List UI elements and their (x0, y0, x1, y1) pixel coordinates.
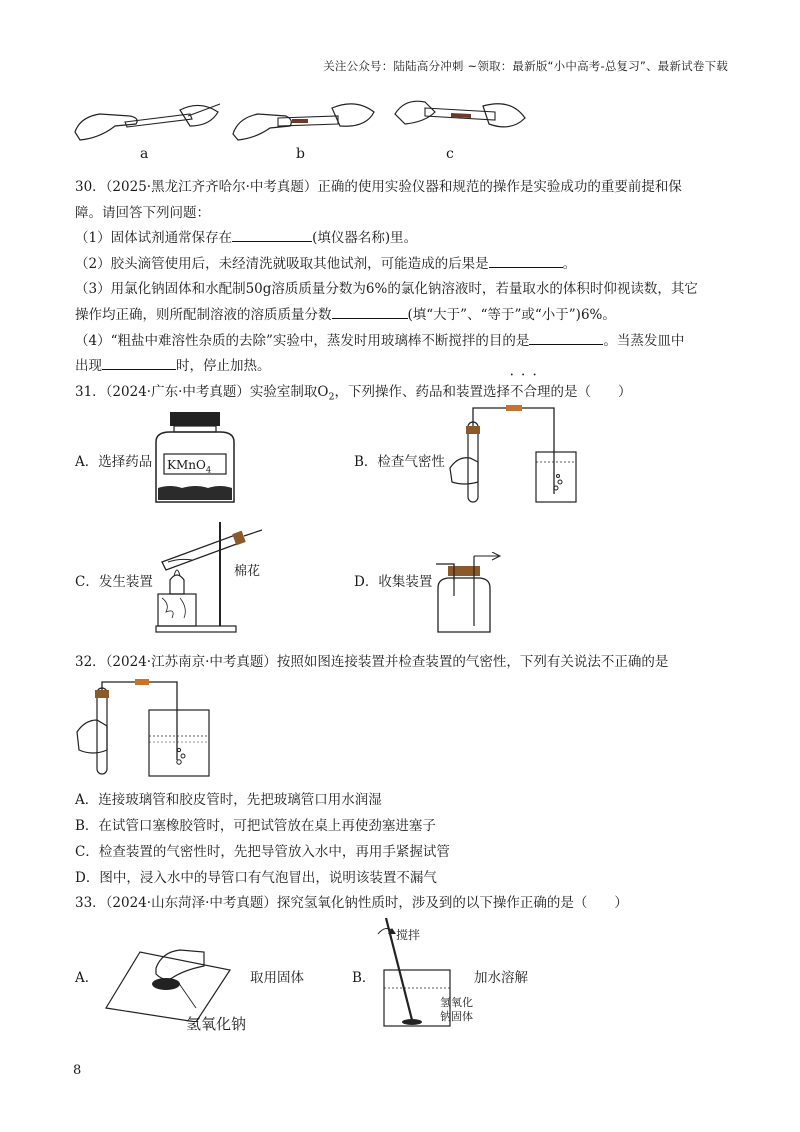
q33-b-fig-label2: 钠固体 (440, 1010, 473, 1023)
q32-stem: 32．（2024·江苏南京·中考真题）按照如图连接装置并检查装置的气密性，下列有关说法不正确的是 (75, 654, 669, 670)
figure-label-a: a (140, 146, 149, 162)
q33-option-b[interactable]: B． (352, 970, 376, 986)
test-tube-handling-figures (70, 92, 530, 152)
take-solid-illustration (100, 938, 250, 1022)
q30-part2-before: （2）胶头滴管使用后，未经清洗就吸取其他试剂，可能造成的后果是 (75, 256, 489, 272)
q31-stem-before: 31．（2024·广东·中考真题）实验室制取O (75, 384, 329, 400)
q30-part1-after: (填仪器名称)里。 (312, 230, 418, 246)
page-number: 8 (73, 1063, 82, 1078)
q30-part4-line2 (75, 354, 271, 374)
q32-apparatus-illustration (75, 676, 225, 778)
q30-part4-blank2[interactable] (102, 356, 176, 371)
figure-label-c: c (446, 146, 454, 162)
q30-part4-line2-before: 出现 (75, 358, 102, 374)
q30-part1 (75, 226, 417, 246)
q30-part1-before: （1）固体试剂通常保存在 (75, 230, 233, 246)
q30-stem-line1: 30．（2025·黑龙江齐齐哈尔·中考真题）正确的使用实验仪器和规范的操作是实验成功的重要前提和保 (75, 179, 682, 195)
q32-option-c[interactable]: C．检查装置的气密性时，先把导管放入水中，再用手紧握试管 (75, 844, 450, 860)
q32-option-a[interactable]: A．连接玻璃管和胶皮管时，先把玻璃管口用水润湿 (75, 792, 382, 808)
q30-part4-blank1[interactable] (529, 331, 603, 346)
q30-part3-blank[interactable] (332, 305, 408, 320)
q31-option-b[interactable]: B．检查气密性 (354, 454, 445, 470)
figure-a-illustration (75, 104, 220, 140)
q31-stem-after: 的是（ ） (550, 384, 632, 400)
q33-option-a[interactable]: A． (75, 970, 99, 986)
q31-stem-mid: ，下列操作、药品和装置选择 (334, 384, 510, 400)
q30-part3-line2 (75, 303, 616, 323)
figure-b-illustration (233, 104, 374, 140)
q30-part1-blank[interactable] (232, 228, 312, 243)
q31-option-a[interactable]: A．选择药品 (75, 454, 153, 470)
kmno4-label: KMnO$_4$ (167, 458, 212, 475)
q30-part4-after: 。当蒸发皿中 (603, 333, 685, 349)
q30-part2-after: 。 (562, 256, 577, 272)
q30-part3-line1: （3）用氯化钠固体和水配制50g溶质质量分数为6%的氯化钠溶液时，若量取水的体积时仰视读数，其它 (75, 281, 698, 297)
q33-stem: 33．（2024·山东菏泽·中考真题）探究氢氧化钠性质时，涉及到的以下操作正确的是（ ） (75, 895, 628, 911)
q30-part4-line1 (75, 329, 684, 349)
q33-b-stir-label: 搅拌 (396, 928, 421, 942)
q32-option-d[interactable]: D．图中，浸入水中的导管口有气泡冒出，说明该装置不漏气 (75, 870, 437, 886)
airtightness-check-illustration (444, 402, 584, 507)
q30-part2-blank[interactable] (489, 254, 563, 269)
q32-option-b[interactable]: B．在试管口塞橡胶管时，可把试管放在桌上再使劲塞进塞子 (75, 818, 436, 834)
collection-apparatus-illustration (430, 552, 510, 634)
q31-option-d[interactable]: D．收集装置 (354, 574, 433, 590)
figure-c-illustration (395, 101, 525, 127)
q33-a-figure-label: 氢氧化钠 (186, 1015, 247, 1033)
q33-b-fig-label1: 氢氧化 (440, 996, 473, 1009)
q30-part3-after: (填“大于”、“等于”或“小于”)6%。 (407, 307, 616, 323)
page-header: 关注公众号：陆陆高分冲刺 ~领取：最新版“小中高考-总复习”、最新试卷下载 (323, 59, 728, 73)
q31-stem-sub: 2 (328, 391, 335, 403)
q33-a-caption: 取用固体 (250, 970, 304, 986)
q31-stem (75, 380, 631, 403)
cotton-label: 棉花 (234, 564, 261, 579)
q30-part4-before: （4）“粗盐中难溶性杂质的去除”实验中，蒸发时用玻璃棒不断搅拌的目的是 (75, 333, 530, 349)
figure-label-b: b (296, 146, 305, 162)
q31-option-c[interactable]: C．发生装置 (75, 574, 153, 590)
q33-b-caption: 加水溶解 (474, 970, 528, 986)
q30-stem-line2: 障。请回答下列问题： (75, 205, 210, 221)
q30-part4-line2-after: 时，停止加热。 (176, 358, 271, 374)
q30-part3-before: 操作均正确，则所配制溶液的溶质质量分数 (75, 307, 332, 323)
q31-stem-emphasis: 不合理 • • • (510, 380, 551, 400)
q30-part2 (75, 252, 576, 272)
